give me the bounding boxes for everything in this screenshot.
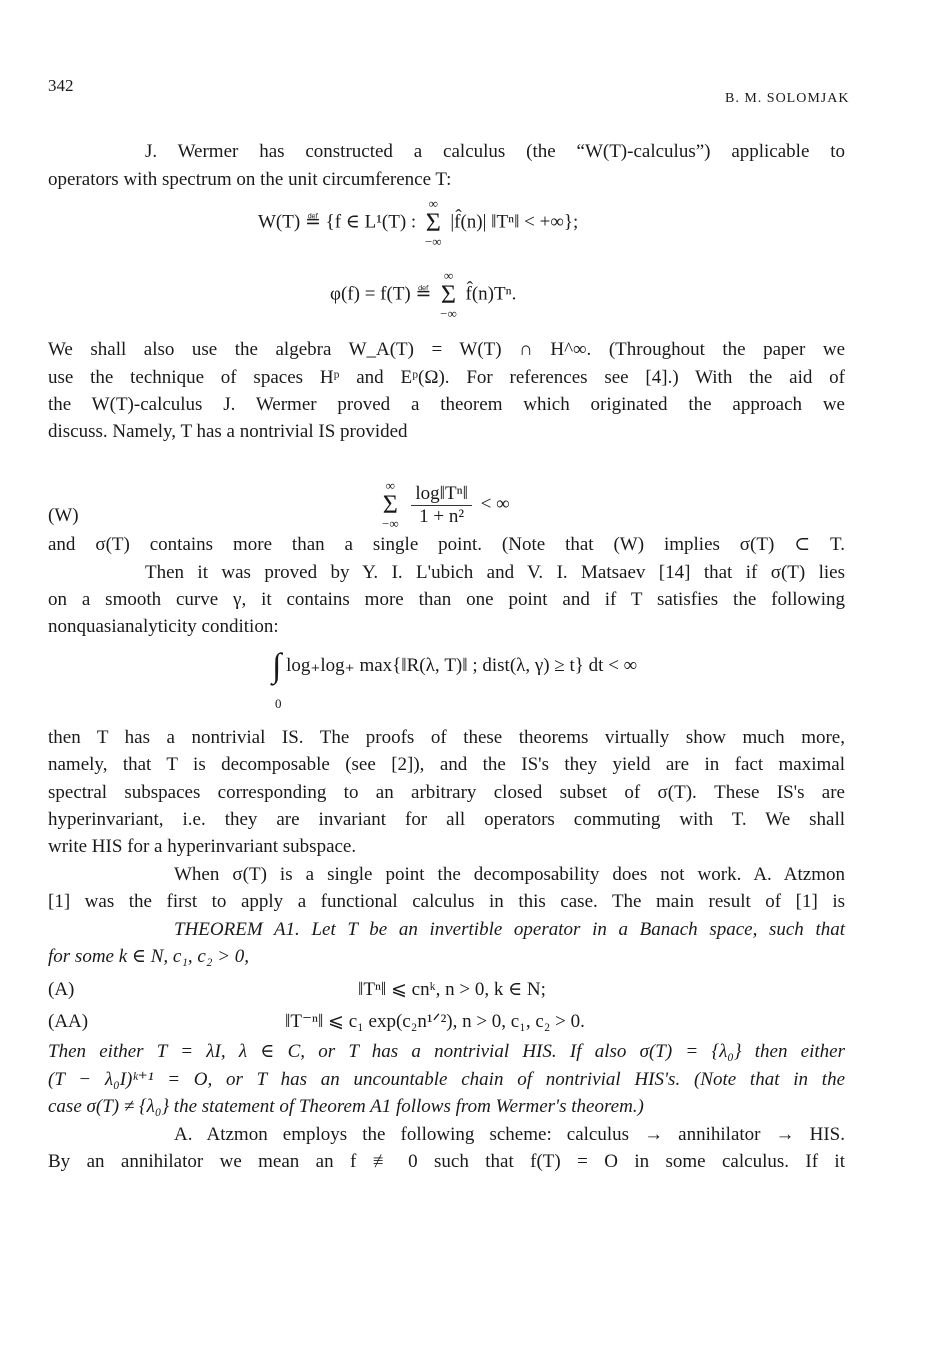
sum-sign: ∞ Σ −∞ [382, 478, 399, 531]
text-line: write HIS for a hyperinvariant subspace. [48, 836, 357, 857]
text-line: operators with spectrum on the unit circumference T: [48, 169, 452, 190]
text-line: use the technique of spaces Hᵖ and Eᵖ(Ω). For references see [4].) With the aid of [48, 367, 845, 388]
running-head-author: B. M. SOLOMJAK [725, 91, 850, 106]
text-line: spectral subspaces corresponding to an arbitrary closed subset of σ(T). These IS's are [48, 782, 845, 803]
text-line: on a smooth curve γ, it contains more than one point and if T satisfies the following [48, 589, 845, 610]
eq-rhs: |f̂(n)| ‖Tⁿ‖ < +∞}; [450, 211, 579, 233]
integral-lower-limit: 0 [275, 696, 282, 711]
text-line: By an annihilator we mean an f ≢ 0 such that f(T) = O in some calculus. If it [48, 1151, 845, 1172]
eq-lhs: W(T) ≝ {f ∈ L¹(T) : [258, 211, 417, 233]
equation-w [378, 480, 510, 530]
text-line: (T − λ₀I)ᵏ⁺¹ = O, or T has an uncountable chain of nontrivial HIS's. (Note that in the [48, 1069, 845, 1090]
equation-aa: ‖T⁻ⁿ‖ ⩽ c₁ exp(c₂n¹ᐟ²), n > 0, c₁, c₂ > 0. [285, 1011, 585, 1032]
text-line: We shall also use the algebra W_A(T) = W(T) ∩ H^∞. (Throughout the paper we [48, 339, 845, 360]
text-line: [1] was the first to apply a functional calculus in this case. The main result of [1] is [48, 891, 845, 912]
text-line: the W(T)-calculus J. Wermer proved a theorem which originated the approach we [48, 394, 845, 415]
eq-body: log₊log₊ max{‖R(λ, T)‖ ; dist(λ, γ) ≥ t} dt < ∞ [286, 655, 638, 676]
theorem-heading: THEOREM A1. Let T be an invertible operator in a Banach space, such that [174, 919, 845, 940]
text-line: nonquasianalyticity condition: [48, 616, 279, 637]
equation-a: ‖Tⁿ‖ ⩽ cnᵏ, n > 0, k ∈ N; [358, 979, 546, 1000]
text-line: and σ(T) contains more than a single point. (Note that (W) implies σ(T) ⊂ T. [48, 534, 845, 555]
text-line: J. Wermer has constructed a calculus (the “W(T)-calculus”) applicable to [145, 141, 845, 162]
eq-rhs: < ∞ [480, 493, 510, 515]
integral-sign: ∫ [272, 647, 282, 685]
equation-tag-aa: (AA) [48, 1011, 89, 1032]
equation-tag-w: (W) [48, 505, 79, 526]
fraction: $\frac{\text{log‖Tⁿ‖}}{\text{1 + n²}}$ [411, 483, 472, 528]
text-line: namely, that T is decomposable (see [2]), and the IS's they yield are in fact maximal [48, 754, 845, 775]
eq-lhs: φ(f) = f(T) ≝ [330, 283, 432, 305]
text-line: then T has a nontrivial IS. The proofs of these theorems virtually show much more, [48, 727, 845, 748]
equation-wt [258, 198, 578, 248]
text-line: Then either T = λI, λ ∈ C, or T has a nontrivial HIS. If also σ(T) = {λ₀} then either [48, 1041, 845, 1062]
sum-sign: ∞ Σ −∞ [440, 268, 457, 321]
equation-tag-a: (A) [48, 979, 75, 1000]
text-line: discuss. Namely, T has a nontrivial IS provided [48, 421, 408, 442]
page-number: 342 [48, 76, 74, 95]
sum-sign: ∞ Σ −∞ [424, 196, 442, 249]
equation-integral [272, 647, 638, 685]
text-line: Then it was proved by Y. I. L'ubich and V. I. Matsaev [14] that if σ(T) lies [145, 562, 845, 583]
text-line: for some k ∈ N, c₁, c₂ > 0, [48, 946, 250, 967]
equation-phi [330, 270, 516, 320]
text-line: hyperinvariant, i.e. they are invariant for all operators commuting with T. We shall [48, 809, 845, 830]
eq-rhs: f̂(n)Tⁿ. [465, 283, 517, 305]
text-line: When σ(T) is a single point the decomposability does not work. A. Atzmon [174, 864, 845, 885]
text-line: A. Atzmon employs the following scheme: calculus → annihilator → HIS. [174, 1124, 845, 1145]
text-line: case σ(T) ≠ {λ₀} the statement of Theorem A1 follows from Wermer's theorem.) [48, 1096, 644, 1117]
